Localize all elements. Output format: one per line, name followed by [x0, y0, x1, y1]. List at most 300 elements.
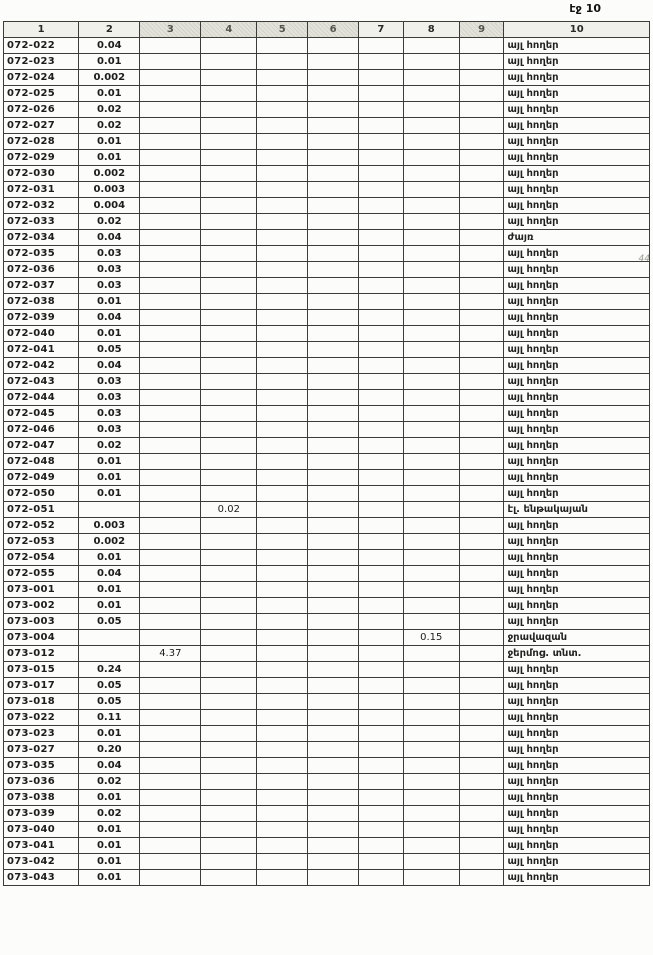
land-type-cell: ժայռ — [504, 230, 650, 246]
table-cell — [459, 310, 504, 326]
table-cell — [308, 646, 359, 662]
table-cell — [257, 230, 308, 246]
table-cell — [140, 774, 201, 790]
column-header-10: 10 — [504, 22, 650, 38]
table-cell — [403, 214, 459, 230]
parcel-code-cell: 073-022 — [4, 710, 79, 726]
area-value-cell: 0.01 — [79, 582, 140, 598]
land-type-cell: այլ հողեր — [504, 278, 650, 294]
area-value-cell: 0.04 — [79, 38, 140, 54]
table-row — [4, 614, 650, 630]
table-cell — [359, 182, 404, 198]
table-row — [4, 582, 650, 598]
table-cell — [308, 582, 359, 598]
table-cell — [359, 710, 404, 726]
table-cell — [359, 598, 404, 614]
column-header-6: 6 — [308, 22, 359, 38]
table-row — [4, 406, 650, 422]
table-cell — [201, 742, 257, 758]
area-value-cell: 0.01 — [79, 454, 140, 470]
table-cell — [403, 54, 459, 70]
land-type-cell: այլ հողեր — [504, 102, 650, 118]
table-cell — [308, 214, 359, 230]
table-cell — [257, 246, 308, 262]
table-cell — [140, 582, 201, 598]
area-value-cell: 0.05 — [79, 678, 140, 694]
table-cell — [403, 614, 459, 630]
table-cell — [201, 310, 257, 326]
table-row — [4, 166, 650, 182]
land-type-cell: այլ հողեր — [504, 374, 650, 390]
area-value-cell: 0.05 — [79, 342, 140, 358]
table-row — [4, 646, 650, 662]
land-type-cell: այլ հողեր — [504, 214, 650, 230]
table-cell — [403, 758, 459, 774]
table-row — [4, 790, 650, 806]
table-cell — [201, 870, 257, 886]
table-cell — [459, 262, 504, 278]
table-cell — [403, 310, 459, 326]
parcel-code-cell: 073-042 — [4, 854, 79, 870]
table-cell — [459, 726, 504, 742]
area-value-cell: 0.11 — [79, 710, 140, 726]
table-cell — [257, 838, 308, 854]
table-cell — [257, 518, 308, 534]
parcel-code-cell: 072-051 — [4, 502, 79, 518]
table-cell — [201, 598, 257, 614]
table-cell — [308, 38, 359, 54]
land-type-cell: այլ հողեր — [504, 438, 650, 454]
table-cell — [359, 454, 404, 470]
table-cell — [459, 278, 504, 294]
table-row — [4, 822, 650, 838]
table-cell — [359, 230, 404, 246]
table-cell — [459, 70, 504, 86]
table-cell — [359, 566, 404, 582]
table-cell — [403, 102, 459, 118]
parcel-code-cell: 072-043 — [4, 374, 79, 390]
table-cell — [359, 406, 404, 422]
area-value-cell: 0.002 — [79, 166, 140, 182]
table-row — [4, 774, 650, 790]
table-cell — [403, 230, 459, 246]
table-cell — [403, 534, 459, 550]
table-cell — [201, 614, 257, 630]
table-cell — [308, 182, 359, 198]
table-cell — [257, 70, 308, 86]
parcel-code-cell: 072-053 — [4, 534, 79, 550]
table-cell — [257, 310, 308, 326]
area-value-cell — [79, 502, 140, 518]
table-cell: 0.15 — [403, 630, 459, 646]
table-cell — [459, 102, 504, 118]
area-value-cell: 0.02 — [79, 214, 140, 230]
table-row — [4, 422, 650, 438]
parcel-code-cell: 072-047 — [4, 438, 79, 454]
table-cell — [257, 406, 308, 422]
parcel-code-cell: 073-023 — [4, 726, 79, 742]
table-cell — [140, 454, 201, 470]
parcel-code-cell: 072-042 — [4, 358, 79, 374]
land-type-cell: այլ հողեր — [504, 262, 650, 278]
table-cell — [403, 870, 459, 886]
table-cell — [201, 758, 257, 774]
table-cell — [257, 198, 308, 214]
table-cell — [459, 86, 504, 102]
table-row — [4, 198, 650, 214]
table-cell — [459, 790, 504, 806]
table-cell — [257, 710, 308, 726]
table-cell — [201, 134, 257, 150]
parcel-code-cell: 072-045 — [4, 406, 79, 422]
area-value-cell: 0.03 — [79, 246, 140, 262]
table-cell — [201, 518, 257, 534]
table-cell — [403, 518, 459, 534]
area-value-cell: 0.01 — [79, 294, 140, 310]
table-cell — [308, 758, 359, 774]
table-cell — [201, 326, 257, 342]
table-cell — [359, 214, 404, 230]
table-cell — [201, 678, 257, 694]
table-cell — [201, 806, 257, 822]
table-cell — [359, 470, 404, 486]
table-cell — [140, 374, 201, 390]
table-cell — [359, 774, 404, 790]
table-cell — [140, 390, 201, 406]
area-value-cell: 0.02 — [79, 102, 140, 118]
area-value-cell — [79, 646, 140, 662]
table-cell — [257, 486, 308, 502]
table-cell — [459, 502, 504, 518]
table-cell — [257, 774, 308, 790]
land-type-cell: այլ հողեր — [504, 470, 650, 486]
table-cell — [459, 374, 504, 390]
column-header-8: 8 — [403, 22, 459, 38]
parcel-code-cell: 072-036 — [4, 262, 79, 278]
parcel-code-cell: 072-040 — [4, 326, 79, 342]
parcel-code-cell: 073-027 — [4, 742, 79, 758]
table-cell — [403, 86, 459, 102]
table-cell — [308, 822, 359, 838]
table-cell — [359, 134, 404, 150]
table-cell — [403, 838, 459, 854]
parcel-code-cell: 073-018 — [4, 694, 79, 710]
table-cell — [140, 134, 201, 150]
table-cell — [359, 534, 404, 550]
land-type-cell: այլ հողեր — [504, 454, 650, 470]
column-header-4: 4 — [201, 22, 257, 38]
table-cell — [308, 614, 359, 630]
land-type-cell: այլ հողեր — [504, 310, 650, 326]
table-cell — [359, 758, 404, 774]
area-value-cell: 0.04 — [79, 566, 140, 582]
table-cell — [140, 54, 201, 70]
table-cell: 4.37 — [140, 646, 201, 662]
land-type-cell: էլ. ենթակայան — [504, 502, 650, 518]
table-row — [4, 182, 650, 198]
table-cell — [459, 294, 504, 310]
area-value-cell: 0.05 — [79, 694, 140, 710]
table-cell — [201, 854, 257, 870]
table-cell — [403, 246, 459, 262]
table-row — [4, 726, 650, 742]
parcel-code-cell: 073-040 — [4, 822, 79, 838]
table-cell — [359, 246, 404, 262]
table-cell — [359, 726, 404, 742]
table-cell — [403, 790, 459, 806]
table-cell — [403, 486, 459, 502]
table-cell — [140, 198, 201, 214]
table-cell — [201, 486, 257, 502]
table-cell — [140, 422, 201, 438]
area-value-cell: 0.04 — [79, 758, 140, 774]
table-cell — [257, 614, 308, 630]
area-value-cell: 0.01 — [79, 150, 140, 166]
table-row — [4, 566, 650, 582]
table-cell — [201, 246, 257, 262]
table-cell — [140, 38, 201, 54]
land-type-cell: այլ հողեր — [504, 742, 650, 758]
column-header-3: 3 — [140, 22, 201, 38]
page-number-label: էջ 10 — [569, 2, 601, 15]
land-type-cell: այլ հողեր — [504, 662, 650, 678]
table-cell — [140, 758, 201, 774]
table-cell — [459, 838, 504, 854]
table-cell — [459, 198, 504, 214]
table-cell — [359, 150, 404, 166]
table-cell — [308, 566, 359, 582]
parcel-code-cell: 072-049 — [4, 470, 79, 486]
table-cell — [201, 374, 257, 390]
table-cell — [459, 854, 504, 870]
table-cell — [459, 422, 504, 438]
parcel-code-cell: 072-039 — [4, 310, 79, 326]
table-cell — [140, 470, 201, 486]
table-cell — [257, 822, 308, 838]
area-value-cell: 0.01 — [79, 598, 140, 614]
table-cell — [359, 630, 404, 646]
table-cell — [359, 838, 404, 854]
table-cell — [308, 726, 359, 742]
table-cell — [308, 710, 359, 726]
table-cell — [359, 694, 404, 710]
table-cell — [308, 630, 359, 646]
table-row — [4, 486, 650, 502]
table-cell — [403, 342, 459, 358]
table-cell — [403, 726, 459, 742]
table-cell — [140, 822, 201, 838]
land-type-cell: այլ հողեր — [504, 838, 650, 854]
table-cell: 0.02 — [201, 502, 257, 518]
table-row — [4, 694, 650, 710]
table-cell — [308, 854, 359, 870]
table-cell — [201, 150, 257, 166]
table-row — [4, 502, 650, 518]
table-cell — [403, 854, 459, 870]
table-cell — [403, 406, 459, 422]
table-cell — [459, 230, 504, 246]
land-type-cell: ջերմոց. տնտ. — [504, 646, 650, 662]
table-cell — [308, 326, 359, 342]
table-cell — [140, 694, 201, 710]
table-row — [4, 870, 650, 886]
table-cell — [140, 438, 201, 454]
table-cell — [403, 390, 459, 406]
table-cell — [403, 198, 459, 214]
table-cell — [201, 438, 257, 454]
land-type-cell: այլ հողեր — [504, 822, 650, 838]
table-cell — [459, 758, 504, 774]
table-cell — [459, 342, 504, 358]
table-cell — [308, 358, 359, 374]
area-value-cell: 0.01 — [79, 854, 140, 870]
table-cell — [459, 150, 504, 166]
land-parcel-table — [3, 21, 650, 886]
table-cell — [308, 742, 359, 758]
table-cell — [359, 326, 404, 342]
table-cell — [403, 118, 459, 134]
table-cell — [359, 278, 404, 294]
table-cell — [359, 390, 404, 406]
table-cell — [201, 470, 257, 486]
table-cell — [359, 54, 404, 70]
table-cell — [308, 262, 359, 278]
table-cell — [459, 518, 504, 534]
area-value-cell: 0.01 — [79, 134, 140, 150]
parcel-code-cell: 072-037 — [4, 278, 79, 294]
parcel-code-cell: 072-041 — [4, 342, 79, 358]
table-cell — [403, 134, 459, 150]
table-cell — [403, 502, 459, 518]
table-cell — [308, 278, 359, 294]
parcel-code-cell: 073-039 — [4, 806, 79, 822]
parcel-code-cell: 073-015 — [4, 662, 79, 678]
parcel-code-cell: 072-024 — [4, 70, 79, 86]
table-cell — [308, 422, 359, 438]
parcel-code-cell: 073-004 — [4, 630, 79, 646]
land-type-cell: այլ հողեր — [504, 694, 650, 710]
table-row — [4, 374, 650, 390]
column-header-2: 2 — [79, 22, 140, 38]
table-cell — [140, 806, 201, 822]
parcel-code-cell: 073-003 — [4, 614, 79, 630]
table-cell — [140, 358, 201, 374]
table-row — [4, 294, 650, 310]
table-row — [4, 838, 650, 854]
parcel-code-cell: 072-050 — [4, 486, 79, 502]
table-cell — [140, 310, 201, 326]
table-cell — [359, 822, 404, 838]
table-cell — [140, 486, 201, 502]
table-cell — [308, 662, 359, 678]
table-cell — [201, 662, 257, 678]
table-row — [4, 310, 650, 326]
table-cell — [257, 262, 308, 278]
area-value-cell: 0.002 — [79, 70, 140, 86]
table-row — [4, 246, 650, 262]
parcel-code-cell: 072-046 — [4, 422, 79, 438]
table-cell — [359, 294, 404, 310]
table-cell — [459, 390, 504, 406]
table-cell — [459, 118, 504, 134]
land-type-cell: այլ հողեր — [504, 342, 650, 358]
table-cell — [140, 406, 201, 422]
parcel-code-cell: 073-002 — [4, 598, 79, 614]
column-header-7: 7 — [359, 22, 404, 38]
table-cell — [257, 86, 308, 102]
table-cell — [308, 166, 359, 182]
table-cell — [140, 502, 201, 518]
table-cell — [308, 230, 359, 246]
parcel-code-cell: 072-027 — [4, 118, 79, 134]
table-cell — [201, 566, 257, 582]
table-cell — [403, 294, 459, 310]
table-row — [4, 262, 650, 278]
table-cell — [459, 134, 504, 150]
table-cell — [459, 550, 504, 566]
parcel-code-cell: 073-001 — [4, 582, 79, 598]
table-cell — [257, 806, 308, 822]
table-cell — [257, 294, 308, 310]
table-cell — [257, 326, 308, 342]
table-cell — [257, 214, 308, 230]
table-cell — [257, 870, 308, 886]
table-cell — [359, 678, 404, 694]
table-row — [4, 518, 650, 534]
land-type-cell: այլ հողեր — [504, 710, 650, 726]
table-cell — [459, 38, 504, 54]
parcel-code-cell: 072-032 — [4, 198, 79, 214]
table-cell — [308, 118, 359, 134]
table-row — [4, 278, 650, 294]
table-cell — [201, 38, 257, 54]
table-cell — [459, 534, 504, 550]
table-cell — [201, 422, 257, 438]
land-type-cell: այլ հողեր — [504, 566, 650, 582]
table-cell — [459, 598, 504, 614]
table-cell — [201, 582, 257, 598]
table-cell — [459, 326, 504, 342]
land-type-cell: այլ հողեր — [504, 150, 650, 166]
table-cell — [201, 358, 257, 374]
table-cell — [201, 406, 257, 422]
table-cell — [140, 678, 201, 694]
table-cell — [308, 374, 359, 390]
parcel-code-cell: 072-034 — [4, 230, 79, 246]
table-cell — [403, 566, 459, 582]
table-cell — [257, 150, 308, 166]
table-cell — [257, 790, 308, 806]
parcel-code-cell: 073-036 — [4, 774, 79, 790]
table-cell — [459, 566, 504, 582]
table-cell — [459, 694, 504, 710]
table-cell — [140, 102, 201, 118]
table-cell — [257, 534, 308, 550]
table-cell — [403, 470, 459, 486]
table-cell — [201, 390, 257, 406]
table-cell — [403, 822, 459, 838]
table-cell — [459, 470, 504, 486]
parcel-code-cell: 072-028 — [4, 134, 79, 150]
table-cell — [201, 102, 257, 118]
table-cell — [201, 230, 257, 246]
land-type-cell: այլ հողեր — [504, 534, 650, 550]
land-type-cell: այլ հողեր — [504, 166, 650, 182]
table-cell — [201, 294, 257, 310]
area-value-cell: 0.01 — [79, 326, 140, 342]
land-type-cell: այլ հողեր — [504, 70, 650, 86]
land-type-cell: ջրավազան — [504, 630, 650, 646]
